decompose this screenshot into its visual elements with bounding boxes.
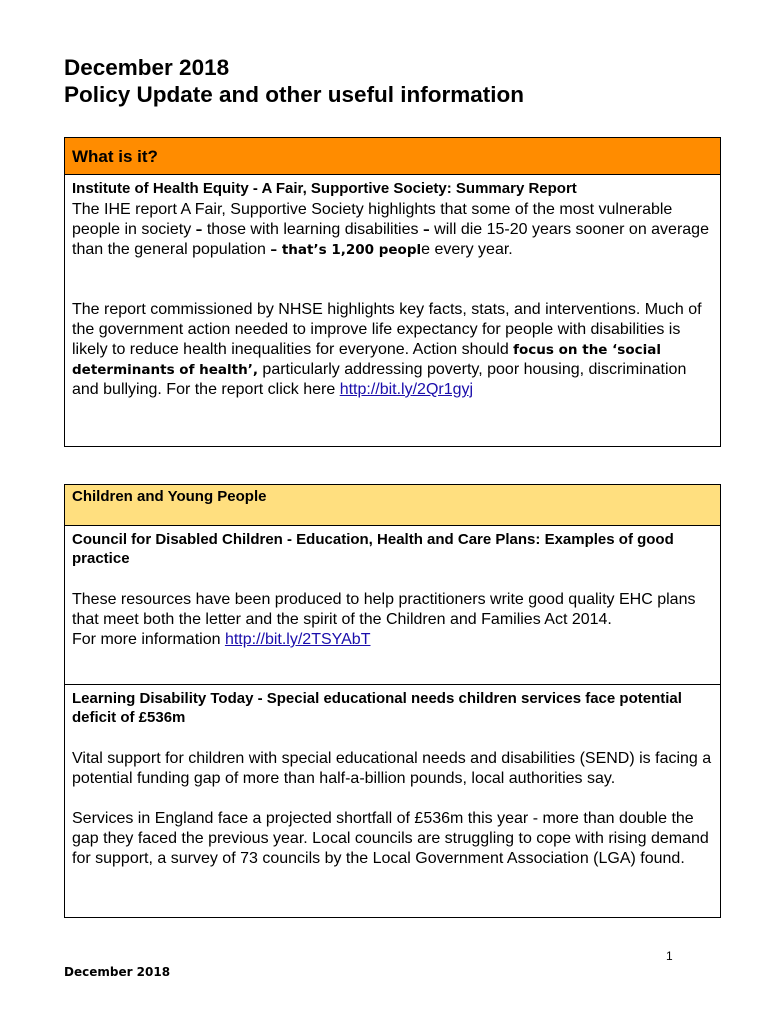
what-is-it-header: What is it? <box>65 138 720 175</box>
ihe-report-cell <box>65 175 720 400</box>
cdc-link[interactable]: http://bit.ly/2TSYAbT <box>224 631 371 648</box>
ldt-send-paragraph-1: Vital support for children with special educational needs and disabilities (SEND) is facing a potential funding gap of more than half-a-billion pounds, local authorities say. <box>72 750 712 787</box>
children-young-people-table <box>64 484 721 918</box>
cdc-ehc-plans-paragraph: These resources have been produced to help practitioners write good quality EHC plans that meet both the letter and the spirit of the Children and Families Act 2014. <box>72 591 696 628</box>
ldt-send-paragraph-2: Services in England face a projected shortfall of £536m this year - more than double the gap they faced the previous year. Local councils are struggling to cope with rising demand for support, a survey of 73 councils by the Local Government Association (LGA) found. <box>72 810 709 867</box>
ihe-report-paragraph-1: The IHE report A Fair, Supportive Society highlights that some of the most vulnerable people in society – those with learning disabilities – will die 15-20 years sooner on average than the general population – that’s 1,200 people every year. <box>72 201 709 258</box>
cdc-ehc-plans-title: Council for Disabled Children - Education, Health and Care Plans: Examples of good practice <box>72 531 674 567</box>
ihe-report-title: Institute of Health Equity - A Fair, Supportive Society: Summary Report <box>72 180 577 197</box>
children-young-people-header: Children and Young People <box>65 485 720 526</box>
title-date: December 2018 <box>64 55 230 80</box>
footer-date: December 2018 <box>64 965 171 979</box>
page-title <box>64 54 724 108</box>
page-number: 1 <box>666 949 673 963</box>
ldt-send-deficit-cell <box>65 685 720 917</box>
cdc-more-info-line: For more information http://bit.ly/2TSYAbT <box>72 631 371 648</box>
ldt-send-deficit-title: Learning Disability Today - Special educational needs children services face potential deficit of £536m <box>72 690 682 726</box>
ihe-report-paragraph-2: The report commissioned by NHSE highlights key facts, stats, and interventions. Much of the government action needed to improve life expectancy for people with disabilities is likely to reduce health inequalities for everyone. Action should focus on the ‘social determinants of health’, particularly addressing poverty, poor housing, discrimination and bullying. For the report click here http://bit.ly/2Qr1gyj <box>72 301 702 398</box>
title-subtitle: Policy Update and other useful information <box>64 82 525 107</box>
what-is-it-table <box>64 137 721 447</box>
ihe-report-link[interactable]: http://bit.ly/2Qr1gyj <box>339 381 474 398</box>
cdc-ehc-plans-cell <box>65 526 720 685</box>
